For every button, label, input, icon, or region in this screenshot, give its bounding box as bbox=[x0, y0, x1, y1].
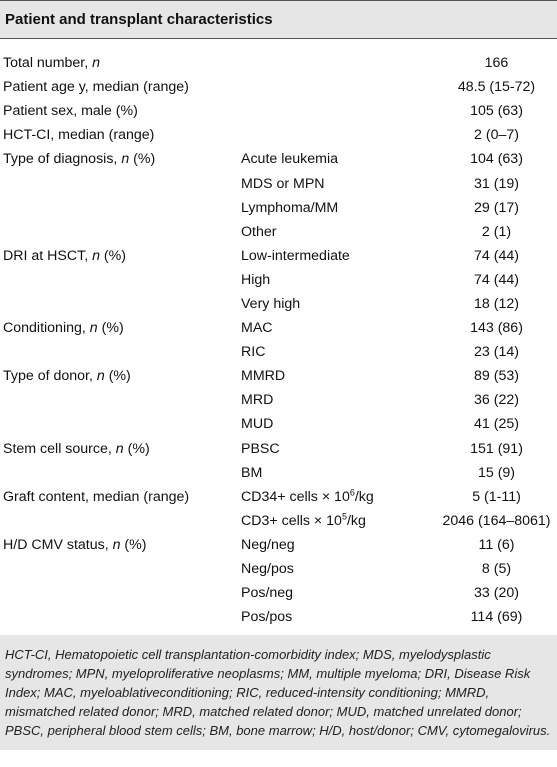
row-value: 89 (53) bbox=[474, 368, 519, 385]
table-row bbox=[0, 485, 557, 509]
row-value: 105 (63) bbox=[470, 103, 523, 120]
table-row bbox=[0, 581, 557, 605]
row-category: High bbox=[241, 271, 271, 288]
row-category: MRD bbox=[241, 392, 274, 409]
row-value: 48.5 (15-72) bbox=[457, 79, 536, 96]
table-row bbox=[0, 605, 557, 629]
row-category: Neg/pos bbox=[241, 561, 294, 578]
row-value: 114 (69) bbox=[470, 609, 523, 626]
row-label bbox=[0, 340, 241, 364]
table-row bbox=[0, 244, 557, 268]
row-value: 33 (20) bbox=[474, 585, 519, 602]
row-category: Neg/neg bbox=[241, 536, 295, 553]
row-label bbox=[0, 509, 241, 533]
row-label bbox=[0, 388, 241, 412]
row-category: Pos/neg bbox=[241, 585, 294, 602]
row-category: CD3+ cells × $10^5/kg$ bbox=[241, 511, 366, 529]
data-table bbox=[0, 39, 557, 629]
row-category: MMRD bbox=[241, 368, 286, 385]
table-row bbox=[0, 316, 557, 340]
row-label: Type of diagnosis, n (%) bbox=[3, 151, 156, 168]
row-value: 5 (1-11) bbox=[472, 488, 521, 505]
row-category: MDS or MPN bbox=[241, 175, 325, 192]
table-row bbox=[0, 196, 557, 220]
row-label bbox=[0, 171, 241, 195]
row-category: BM bbox=[241, 464, 263, 481]
row-label bbox=[0, 220, 241, 244]
table-row bbox=[0, 364, 557, 388]
table-row bbox=[0, 557, 557, 581]
row-label: Patient sex, male (%) bbox=[3, 103, 138, 120]
row-label: Patient age y, median (range) bbox=[3, 79, 189, 96]
table-row bbox=[0, 171, 557, 195]
row-category: Pos/pos bbox=[241, 609, 293, 626]
table-row bbox=[0, 412, 557, 436]
row-label: HCT-CI, median (range) bbox=[3, 127, 155, 144]
row-value: 74 (44) bbox=[474, 247, 519, 264]
table-row bbox=[0, 292, 557, 316]
row-label bbox=[0, 605, 241, 629]
table-row bbox=[0, 437, 557, 461]
row-category bbox=[241, 123, 436, 147]
table-row bbox=[0, 461, 557, 485]
table-row bbox=[0, 75, 557, 99]
table-row bbox=[0, 220, 557, 244]
row-value: 31 (19) bbox=[474, 175, 519, 192]
table-row bbox=[0, 39, 557, 75]
row-label: Stem cell source, n (%) bbox=[3, 440, 150, 457]
row-label: Total number, n bbox=[3, 55, 101, 72]
row-category: Other bbox=[241, 223, 277, 240]
table-row bbox=[0, 533, 557, 557]
table-row bbox=[0, 388, 557, 412]
table-row bbox=[0, 99, 557, 123]
row-label bbox=[0, 557, 241, 581]
row-category: Very high bbox=[241, 295, 301, 312]
row-value: 8 (5) bbox=[481, 561, 512, 578]
row-value: 2 (0–7) bbox=[474, 127, 519, 144]
row-value: 151 (91) bbox=[470, 440, 523, 457]
row-label: Conditioning, n (%) bbox=[3, 320, 124, 337]
row-value: 41 (25) bbox=[474, 416, 519, 433]
row-value: 166 bbox=[484, 55, 509, 72]
row-label bbox=[0, 292, 241, 316]
row-category bbox=[241, 99, 436, 123]
row-label: Type of donor, n (%) bbox=[3, 368, 131, 385]
row-category: Lymphoma/MM bbox=[241, 199, 339, 216]
row-category: RIC bbox=[241, 344, 266, 361]
table-title: Patient and transplant characteristics bbox=[0, 0, 557, 39]
row-value: 29 (17) bbox=[474, 199, 519, 216]
row-label bbox=[0, 581, 241, 605]
row-value: 104 (63) bbox=[470, 151, 523, 168]
row-category: Low-intermediate bbox=[241, 247, 350, 264]
row-value: 2 (1) bbox=[481, 223, 512, 240]
row-category bbox=[241, 39, 436, 75]
table-row bbox=[0, 268, 557, 292]
row-value: 18 (12) bbox=[474, 295, 519, 312]
row-value: 36 (22) bbox=[474, 392, 519, 409]
row-category bbox=[241, 75, 436, 99]
row-value: 15 (9) bbox=[477, 464, 516, 481]
row-label bbox=[0, 461, 241, 485]
row-label bbox=[0, 196, 241, 220]
row-category: Acute leukemia bbox=[241, 151, 338, 168]
row-category: MAC bbox=[241, 320, 273, 337]
row-value: 11 (6) bbox=[478, 536, 515, 553]
table-footnote: HCT-CI, Hematopoietic cell transplantation-comorbidity index; MDS, myelodysplastic syndromes; MPN, myeloproliferative neoplasms; MM, multiple myeloma; DRI, Disease Risk Index; MAC, myeloablativeconditioning; RIC, reduced-intensity conditioning; MMRD, mismatched related donor; MRD, matched related donor; MUD, matched unrelated donor; PBSC, peripheral blood stem cells; BM, bone marrow; H/D, host/donor; CMV, cytomegalovirus. bbox=[0, 635, 557, 750]
table-row bbox=[0, 123, 557, 147]
table-row bbox=[0, 340, 557, 364]
row-category: CD34+ cells × $10^6/kg$ bbox=[241, 487, 374, 505]
row-value: 74 (44) bbox=[474, 271, 519, 288]
row-label: H/D CMV status, n (%) bbox=[3, 536, 147, 553]
row-label bbox=[0, 268, 241, 292]
table-row bbox=[0, 509, 557, 533]
row-category: PBSC bbox=[241, 440, 280, 457]
row-value: 143 (86) bbox=[470, 320, 523, 337]
row-value: 23 (14) bbox=[474, 344, 519, 361]
row-value: 2046 (164–8061) bbox=[442, 512, 551, 529]
row-label bbox=[0, 412, 241, 436]
row-category: MUD bbox=[241, 416, 274, 433]
row-label: Graft content, median (range) bbox=[3, 488, 190, 505]
table-row bbox=[0, 147, 557, 171]
row-label: DRI at HSCT, n (%) bbox=[3, 247, 126, 264]
